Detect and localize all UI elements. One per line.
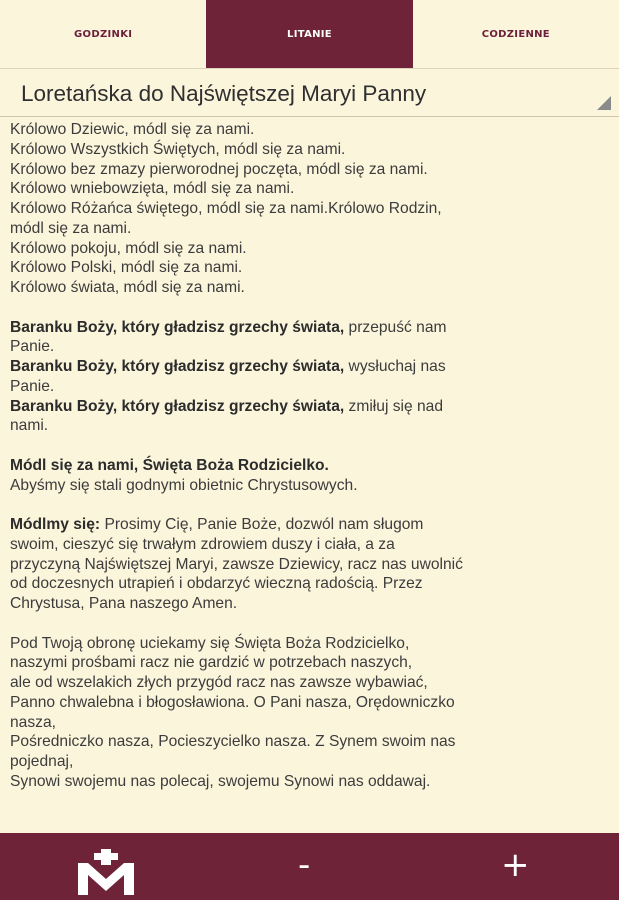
sub-tuum-line: Synowi swojemu nas polecaj, swojemu Synowi nas oddawaj. bbox=[10, 772, 431, 790]
invocation-line: Królowo wniebowzięta, módl się za nami. bbox=[10, 180, 295, 198]
invocation-line: Królowo pokoju, módl się za nami. bbox=[10, 239, 247, 257]
invocation-line: módl się za nami. bbox=[10, 219, 132, 237]
tab-godzinki[interactable] bbox=[0, 0, 206, 68]
tab-codzienne-label: CODZIENNE bbox=[481, 28, 550, 40]
prayer-heading: Módlmy się: bbox=[10, 516, 101, 533]
agnus-dei-bold: Baranku Boży, który gładzisz grzechy świata, bbox=[10, 358, 345, 375]
paragraph-gap bbox=[10, 614, 610, 634]
invocation-line: Królowo Różańca świętego, módl się za nami.Królowo Rodzin, bbox=[10, 200, 442, 217]
agnus-dei-continuation: nami. bbox=[10, 417, 49, 435]
sub-tuum-line: pojednaj, bbox=[10, 753, 74, 770]
prayer-line: przyczyną Najświętszej Maryi, zawsze Dziewicy, racz nas uwolnić bbox=[10, 555, 463, 573]
invocation-line: Królowo Polski, módl się za nami. bbox=[10, 259, 243, 277]
litany-selector-value: Loretańska do Najświętszej Maryi Panny bbox=[21, 81, 427, 106]
invocation-line: Królowo bez zmazy pierworodnej poczęta, módl się za nami. bbox=[10, 160, 428, 178]
tab-bar bbox=[0, 0, 619, 69]
sub-tuum-line: Pośredniczko nasza, Pocieszycielko nasza. Z Synem swoim nas bbox=[10, 733, 456, 751]
prayer-line: Chrystusa, Pana naszego Amen. bbox=[10, 595, 238, 612]
agnus-dei-response: wysłuchaj nas bbox=[344, 358, 446, 375]
sub-tuum-line: naszymi prośbami racz nie gardzić w potrzebach naszych, bbox=[10, 654, 413, 672]
agnus-dei-line bbox=[10, 318, 610, 338]
agnus-dei-continuation: Panie. bbox=[10, 377, 55, 395]
agnus-dei-bold: Baranku Boży, który gładzisz grzechy świata, bbox=[10, 318, 345, 336]
agnus-dei-response: przepuść nam bbox=[344, 318, 447, 336]
tab-codzienne[interactable] bbox=[413, 0, 619, 68]
bottom-toolbar bbox=[0, 833, 619, 900]
agnus-dei-continuation: Panie. bbox=[10, 338, 55, 356]
paragraph-gap bbox=[10, 298, 610, 318]
litany-selector[interactable] bbox=[0, 68, 619, 117]
prayer-line: swoim, cieszyć się trwałym zdrowiem duszy i ciała, a za bbox=[10, 535, 395, 553]
increase-font-button[interactable]: + bbox=[501, 845, 530, 885]
prayer-line: od doczesnych utrapień i obdarzyć wieczną radością. Przez bbox=[10, 575, 423, 593]
paragraph-gap bbox=[10, 436, 610, 456]
dropdown-arrow-icon bbox=[597, 96, 611, 110]
marian-cross-logo-icon[interactable] bbox=[74, 849, 138, 895]
versicle: Módl się za nami, Święta Boża Rodzicielko. bbox=[10, 456, 329, 474]
tab-litanie-label: LITANIE bbox=[287, 28, 332, 40]
agnus-dei-line bbox=[10, 357, 610, 377]
agnus-dei-bold: Baranku Boży, który gładzisz grzechy świata, bbox=[10, 397, 345, 415]
agnus-dei-response: zmiłuj się nad bbox=[344, 397, 444, 415]
tab-litanie[interactable] bbox=[206, 0, 412, 68]
tab-godzinki-label: GODZINKI bbox=[74, 28, 133, 40]
sub-tuum-line: Panno chwalebna i błogosławiona. O Pani nasza, Orędowniczko bbox=[10, 693, 455, 711]
sub-tuum-line: nasza, bbox=[10, 713, 56, 731]
response: Abyśmy się stali godnymi obietnic Chrystusowych. bbox=[10, 476, 358, 494]
prayer-line bbox=[10, 515, 610, 535]
invocation-line: Królowo świata, módl się za nami. bbox=[10, 279, 245, 296]
prayer-text: Prosimy Cię, Panie Boże, dozwól nam sługom bbox=[100, 516, 424, 533]
paragraph-gap bbox=[10, 495, 610, 515]
decrease-font-button[interactable]: - bbox=[298, 845, 311, 885]
sub-tuum-line: Pod Twoją obronę uciekamy się Święta Boża Rodzicielko, bbox=[10, 634, 410, 652]
litany-text bbox=[10, 120, 610, 792]
sub-tuum-line: ale od wszelakich złych przygód racz nas zawsze wybawiać, bbox=[10, 674, 428, 691]
invocation-line: Królowo Dziewic, módl się za nami. bbox=[10, 121, 255, 138]
invocation-line: Królowo Wszystkich Świętych, módl się za nami. bbox=[10, 140, 346, 158]
agnus-dei-line bbox=[10, 397, 610, 417]
